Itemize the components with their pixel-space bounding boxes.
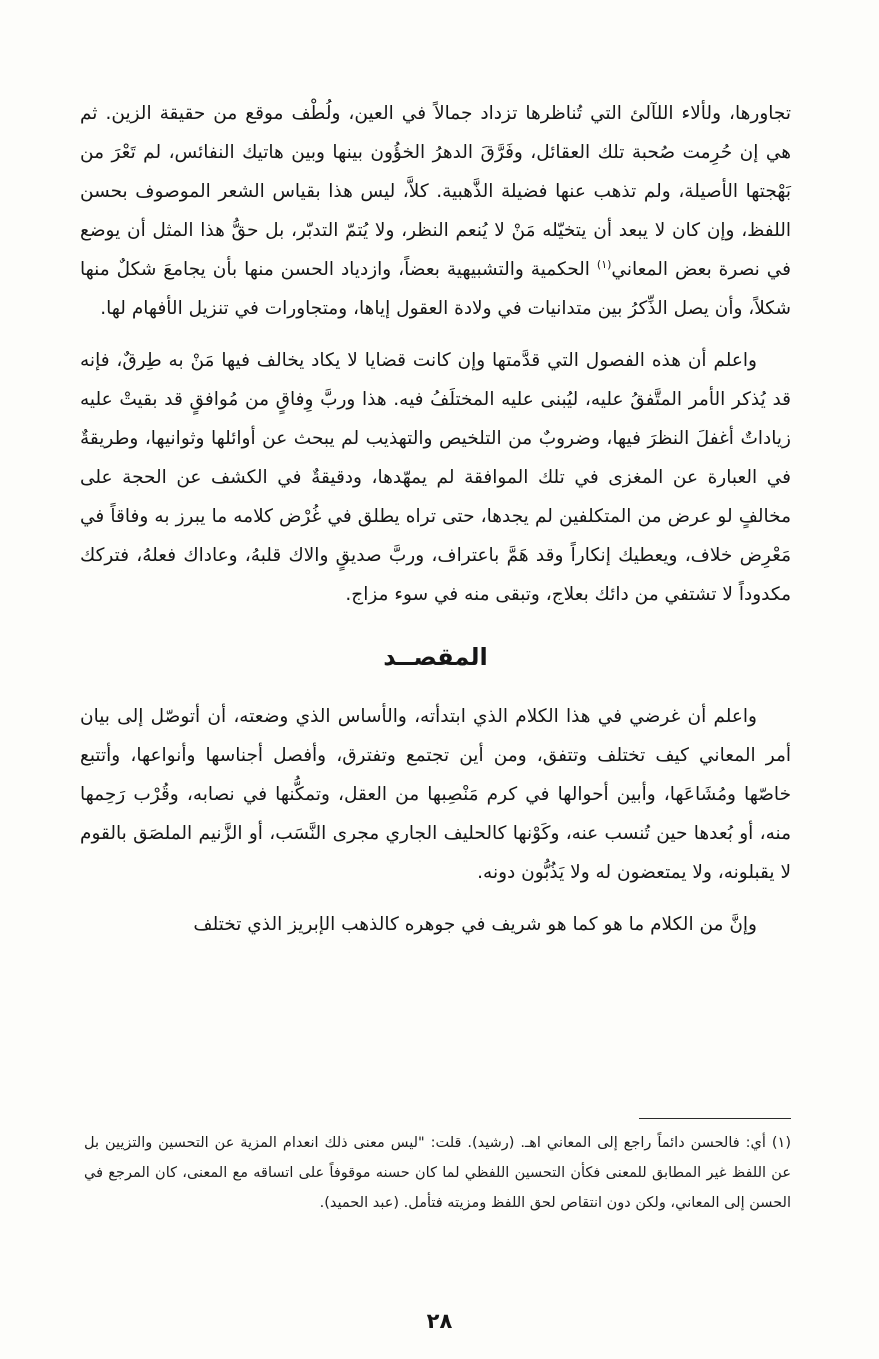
footnote-number: (١) bbox=[771, 1135, 791, 1151]
paragraph-text: الحكمية والتشبيهية بعضاً، وازدياد الحسن منها بأن يجامعَ شكلٌ منها شكلاً، وأن يصل الذِّكرُ بين متدانيات في ولادة العقول إياها، ومتجاورات في تنزيل الأفهام لها. bbox=[80, 259, 791, 319]
paragraph: وإنَّ من الكلام ما هو كما هو شريف في جوهره كالذهب الإبريز الذي تختلف bbox=[193, 914, 757, 935]
paragraph: واعلم أن هذه الفصول التي قدَّمتها وإن كانت قضايا لا يكاد يخالف فيها مَنْ به طِرقٌ، فإنه قد يُذكر الأمر المتَّفقُ عليه، ليُبنى عليه المختلَفُ فيه. هذا وربَّ وِفاقٍ من مُوافقٍ قد بقيتْ عليه زياداتٌ أغفلَ النظرَ فيها، وضروبٌ من التلخيص والتهذيب لم يبحث عن أوائلها وثوانيها، وطريقةٌ في العبارة عن المغزى في تلك الموافقة لم يمهّدها، ودقيقةٌ في الكشف عن الحجة على مخالفٍ لو عرض من المتكلفين لم يجدها، حتى تراه يطلق في غُرْض كلامه ما يبرز به وفاقاً في مَعْرِض خلاف، ويعطيك إنكاراً وقد هَمَّ باعتراف، وربَّ صديقٍ والاك قلبهُ، وعاداك فعلهُ، فتركك مكدوداً لا تشتفي من دائك بعلاج، وتبقى منه في سوء مزاج. bbox=[80, 350, 791, 605]
paragraph: واعلم أن غرضي في هذا الكلام الذي ابتدأته، والأساس الذي وضعته، أن أتوصّل إلى بيان أمر المعاني كيف تختلف وتتفق، ومن أين تجتمع وتفترق، وأفصل أجناسها وأنواعها، وأتتبع خاصّها ومُشَاعَها، وأبين أحوالها في كرم مَنْصِبها من العقل، وتمكُّنها في نصابه، وقُرْب رَحِمها منه، أو بُعدها حين تُنسب عنه، وكَوْنها كالحليف الجاري مجرى النَّسَب، أو الزَّنيم الملصَق بالقوم لا يقبلونه، ولا يمتعضون له ولا يَذُبُّون دونه. bbox=[80, 706, 791, 883]
footnote-marker-ref: (١) bbox=[596, 257, 612, 271]
section-heading: المقصــد bbox=[383, 643, 488, 671]
footnote-separator-rule bbox=[639, 1118, 791, 1119]
footnote bbox=[80, 1128, 791, 1218]
paragraph-text: تجاورها، ولألاء اللآلئ التي تُناظرها تزداد جمالاً في العين، ولُطْف موقع من حقيقة الزين. ثم هي إن حُرِمت صُحبة تلك العقائل، وفَرَّقَ الدهرُ الخؤُون بينها وبين هاتيك النفائس، لم تَعْرَ من بَهْجتها الأصيلة، ولم تذهب عنها فضيلة الذَّهبية. كلاَّ، ليس هذا بقياس الشعر الموصوف بحسن اللفظ، وإن كان لا يبعد أن يتخيّله مَنْ لا يُنعم النظر، ولا يُتمّ التدبّر، بل حقُّ هذا المثل أن يوضع في نصرة بعض المعاني bbox=[80, 103, 791, 280]
footnote-text: أي: فالحسن دائماً راجع إلى المعاني اهـ. (رشيد). قلت: "ليس معنى ذلك انعدام المزية عن التحسين والتزيين بل عن اللفظ غير المطابق للمعنى فكأن التحسين اللفظي لما كان حسنه موقوفاً على اتساقه مع المعنى، كان المرجع في الحسن إلى المعاني، ولكن دون انتقاص لحق اللفظ ومزيته فتأمل. (عبد الحميد). bbox=[84, 1135, 791, 1211]
footnote-area bbox=[80, 1118, 791, 1218]
page-body bbox=[80, 94, 791, 957]
paragraph-continuation bbox=[80, 94, 791, 328]
page-number: ٢٨ bbox=[426, 1309, 453, 1333]
